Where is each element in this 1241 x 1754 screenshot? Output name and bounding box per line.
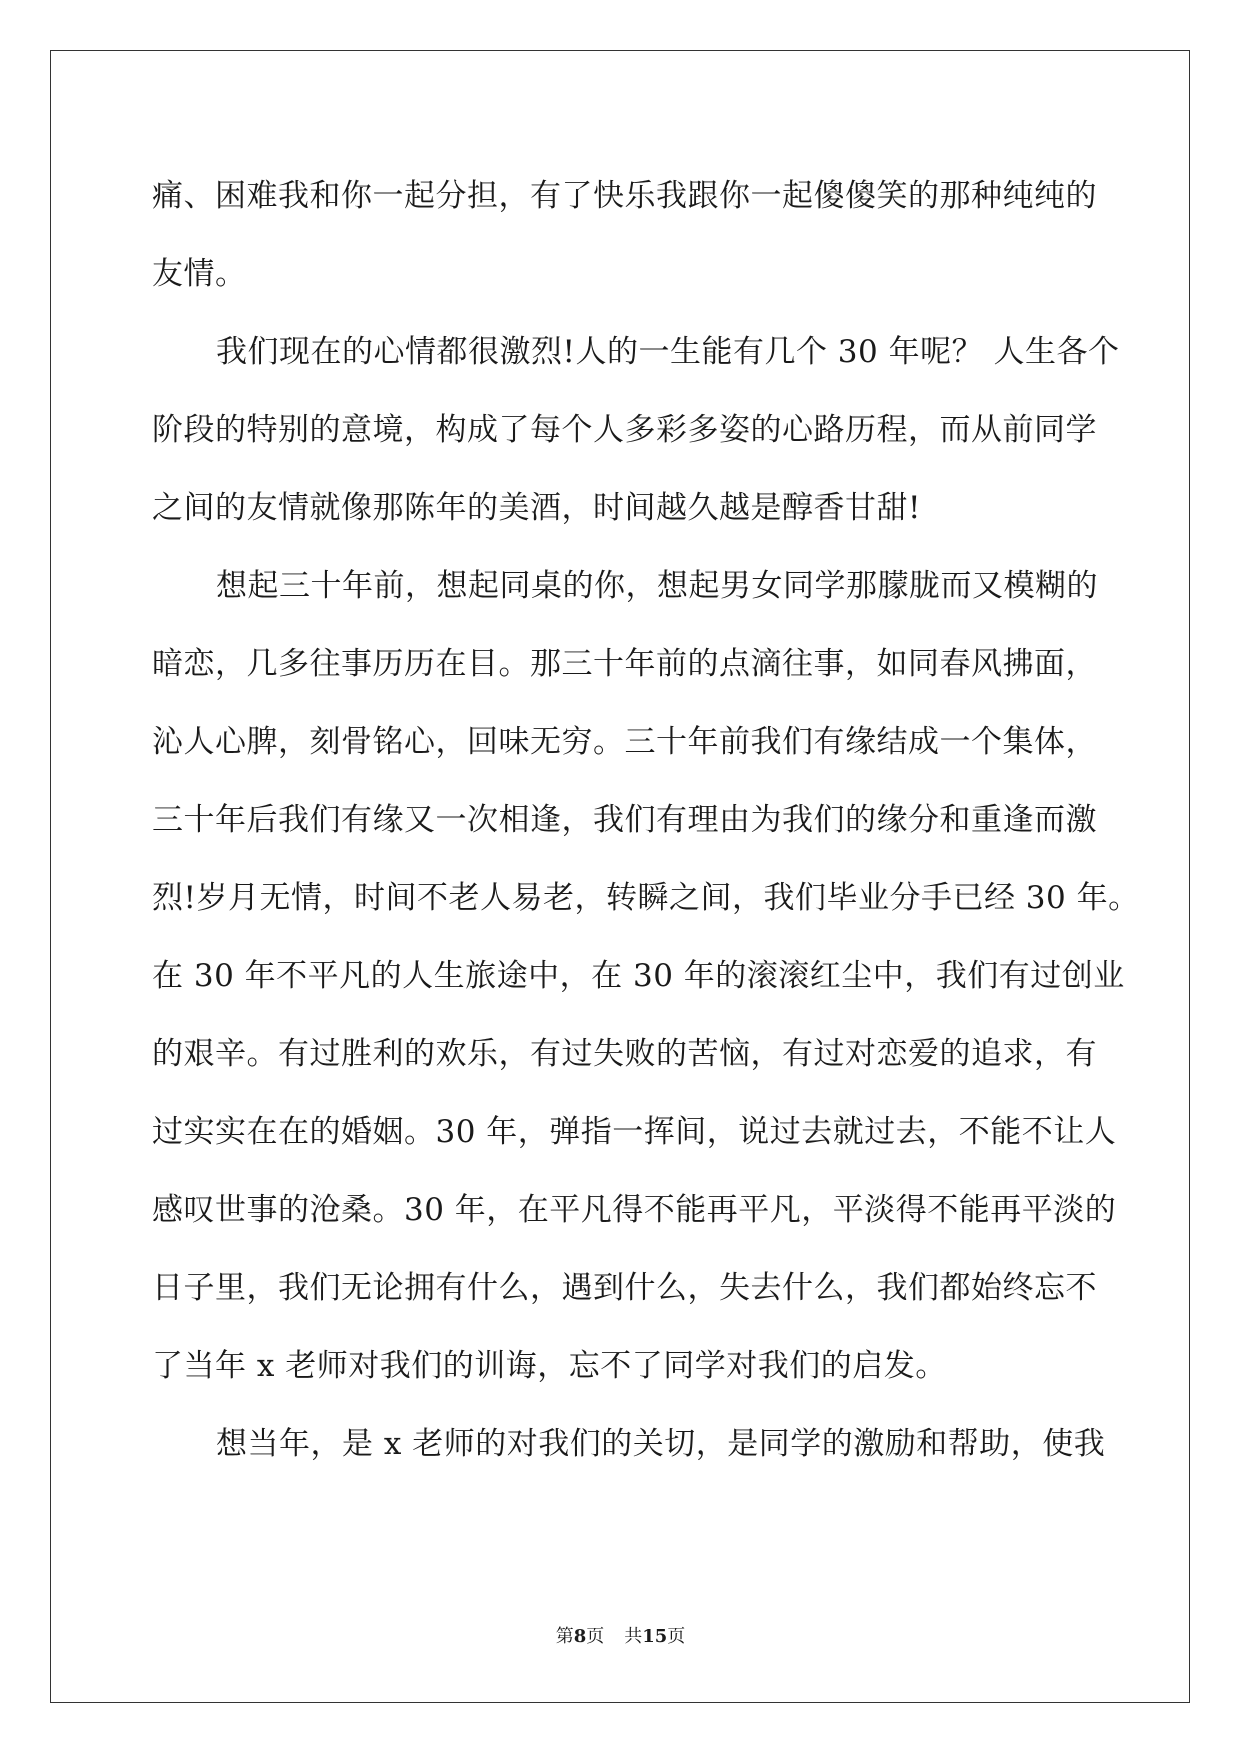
text-line: 想起三十年前，想起同桌的你，想起男女同学那朦胧而又模糊的 [216, 568, 1098, 604]
text-line: 友情。 [152, 256, 247, 292]
page-number: 8 [573, 1626, 587, 1647]
page-suffix: 页 [586, 1626, 605, 1647]
page-prefix: 第 [555, 1626, 574, 1647]
text-line: 暗恋，几多往事历历在目。那三十年前的点滴往事，如同春风拂面， [152, 646, 1097, 682]
total-pages: 15 [642, 1626, 668, 1647]
text-line: 过实实在在的婚姻。30 年，弹指一挥间，说过去就过去，不能不让人 [152, 1114, 1117, 1150]
text-line: 日子里，我们无论拥有什么，遇到什么，失去什么，我们都始终忘不 [152, 1270, 1097, 1306]
text-line: 三十年后我们有缘又一次相逢，我们有理由为我们的缘分和重逢而激 [152, 802, 1097, 838]
text-line: 之间的友情就像那陈年的美酒，时间越久越是醇香甘甜! [152, 490, 921, 526]
total-suffix: 页 [667, 1626, 686, 1647]
document-body [152, 157, 1140, 1483]
text-line: 沁人心脾，刻骨铭心，回味无穷。三十年前我们有缘结成一个集体， [152, 724, 1097, 760]
text-line: 的艰辛。有过胜利的欢乐，有过失败的苦恼，有过对恋爱的追求，有 [152, 1036, 1097, 1072]
text-line: 痛、困难我和你一起分担，有了快乐我跟你一起傻傻笑的那种纯纯的 [152, 178, 1097, 214]
text-line: 我们现在的心情都很激烈!人的一生能有几个 30 年呢？ 人生各个 [216, 334, 1120, 370]
text-line: 想当年，是 x 老师的对我们的关切，是同学的激励和帮助，使我 [216, 1426, 1106, 1462]
text-line: 了当年 x 老师对我们的训诲，忘不了同学对我们的启发。 [152, 1348, 947, 1384]
text-line: 阶段的特别的意境，构成了每个人多彩多姿的心路历程，而从前同学 [152, 412, 1097, 448]
text-line: 感叹世事的沧桑。30 年，在平凡得不能再平凡，平淡得不能再平淡的 [152, 1192, 1117, 1228]
text-line: 烈!岁月无情，时间不老人易老，转瞬之间，我们毕业分手已经 30 年。 [152, 880, 1140, 916]
page-footer [0, 1625, 1241, 1649]
total-prefix: 共 [624, 1626, 643, 1647]
text-line: 在 30 年不平凡的人生旅途中，在 30 年的滚滚红尘中，我们有过创业 [152, 958, 1125, 994]
